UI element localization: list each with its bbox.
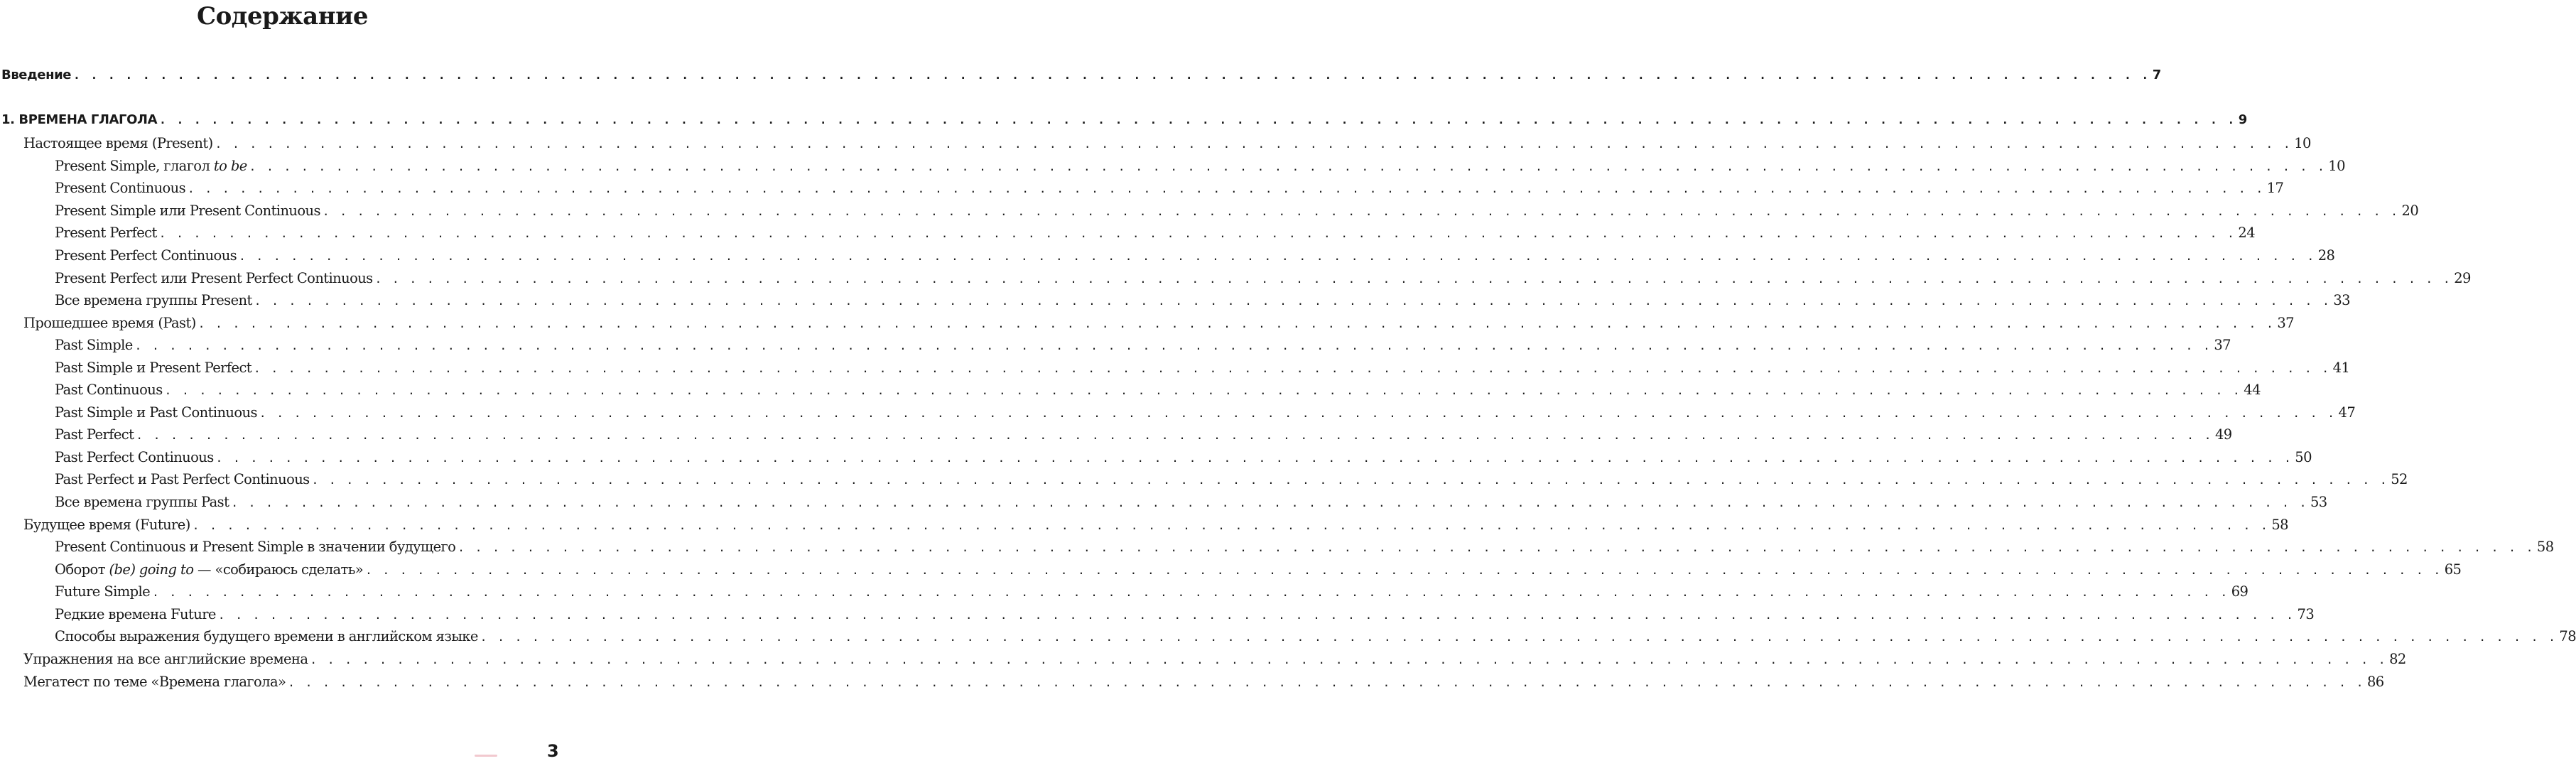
toc-entry-title: Past Continuous	[55, 382, 163, 398]
dot-leader: . . . . . . . . . . . . . . . . . . . . . . . . . . . . . . . . . . . . . . . . . . . . . . . . . . . . . . . . . . . . . . . . . . . . . . . . . . . . . . . . . . . . . . . . . . . . . . . . . . . . . . . . . . . . . . . . . . . . . . . .	[158, 227, 2236, 240]
toc-entry[interactable]	[55, 560, 2462, 580]
dot-leader: . . . . . . . . . . . . . . . . . . . . . . . . . . . . . . . . . . . . . . . . . . . . . . . . . . . . . . . . . . . . . . . . . . . . . . . . . . . . . . . . . . . . . . . . . . . . . . . . . . . . . . . . . . . . . . . . . . . . . . . .	[310, 653, 2388, 666]
toc-entry-page: 29	[2454, 270, 2471, 286]
toc-entry[interactable]	[55, 537, 2554, 557]
toc-entry-title: Оборот (be) going to — «собираюсь сделать»	[55, 561, 364, 578]
toc-entry[interactable]	[23, 672, 2384, 692]
toc-entry-page: 58	[2271, 517, 2288, 533]
toc-entry-page: 33	[2333, 292, 2350, 308]
toc-entry[interactable]	[55, 470, 2408, 490]
toc-entry[interactable]	[23, 313, 2294, 333]
toc-entry-title: Present Continuous	[55, 180, 186, 196]
toc-entry[interactable]	[55, 627, 2576, 647]
dot-leader: . . . . . . . . . . . . . . . . . . . . . . . . . . . . . . . . . . . . . . . . . . . . . . . . . . . . . . . . . . . . . . . . . . . . . . . . . . . . . . . . . . . . . . . . . . . . . . . . . . . . . . . . . . . . . . . . . . . . . . . .	[188, 182, 2265, 195]
dot-leader: . . . . . . . . . . . . . . . . . . . . . . . . . . . . . . . . . . . . . . . . . . . . . . . . . . . . . . . . . . . . . . . . . . . . . . . . . . . . . . . . . . . . . . . . . . . . . . . . . . . . . . . . . . . . . . . . . . . . . . . .	[311, 473, 2389, 487]
dot-leader: . . . . . . . . . . . . . . . . . . . . . . . . . . . . . . . . . . . . . . . . . . . . . . . . . . . . . . . . . . . . . . . . . . . . . . . . . . . . . . . . . . . . . . . . . . . . . . . . . . . . . . . . . . . . . . . . . . . . . . . .	[374, 272, 2452, 286]
toc-entry[interactable]	[55, 403, 2356, 423]
toc-entry-title: Past Simple	[55, 337, 133, 353]
toc-entry-title: Present Perfect Continuous	[55, 247, 237, 264]
toc-entry-title: Past Perfect	[55, 426, 134, 443]
dot-leader: . . . . . . . . . . . . . . . . . . . . . . . . . . . . . . . . . . . . . . . . . . . . . . . . . . . . . . . . . . . . . . . . . . . . . . . . . . . . . . . . . . . . . . . . . . . . . . . . . . . . . . . . . . . . . . . . . . . . . . . .	[365, 563, 2442, 577]
toc-entry-title: Все времена группы Present	[55, 292, 252, 308]
dot-leader: . . . . . . . . . . . . . . . . . . . . . . . . . . . . . . . . . . . . . . . . . . . . . . . . . . . . . . . . . . . . . . . . . . . . . . . . . . . . . . . . . . . . . . . . . . . . . . . . . . . . . . . . . . . . . . . . . . . . . . . .	[192, 519, 2270, 532]
toc-entry-page: 20	[2401, 203, 2419, 219]
toc-entry-title: Редкие времена Future	[55, 606, 216, 622]
toc-entry-page: 41	[2332, 360, 2350, 376]
dot-leader: . . . . . . . . . . . . . . . . . . . . . . . . . . . . . . . . . . . . . . . . . . . . . . . . . . . . . . . . . . . . . . . . . . . . . . . . . . . . . . . . . . . . . . . . . . . . . . . . . . . . . . . . . . . . . . . . . . . . . . . .	[322, 205, 2400, 218]
page-title: Содержание	[197, 2, 368, 31]
toc-entry-title: Past Simple и Present Perfect	[55, 360, 251, 376]
toc-entry[interactable]	[1, 65, 2161, 85]
dot-leader: . . . . . . . . . . . . . . . . . . . . . . . . . . . . . . . . . . . . . . . . . . . . . . . . . . . . . . . . . . . . . . . . . . . . . . . . . . . . . . . . . . . . . . . . . . . . . . . . . . . . . . . . . . . . . . . . . . . . . . . .	[254, 294, 2332, 308]
dot-leader: . . . . . . . . . . . . . . . . . . . . . . . . . . . . . . . . . . . . . . . . . . . . . . . . . . . . . . . . . . . . . . . . . . . . . . . . . . . . . . . . . . . . . . . . . . . . . . . . . . . . . . . . . . . . . . . . . . . . . . . .	[159, 113, 2236, 126]
toc-entry-title: Past Perfect Continuous	[55, 449, 214, 465]
toc-entry-page: 7	[2152, 68, 2161, 82]
dot-leader: . . . . . . . . . . . . . . . . . . . . . . . . . . . . . . . . . . . . . . . . . . . . . . . . . . . . . . . . . . . . . . . . . . . . . . . . . . . . . . . . . . . . . . . . . . . . . . . . . . . . . . . . . . . . . . . . . . . . . . . .	[239, 249, 2316, 263]
toc-entry[interactable]	[55, 380, 2261, 400]
toc-entry[interactable]	[55, 425, 2232, 445]
dot-leader: . . . . . . . . . . . . . . . . . . . . . . . . . . . . . . . . . . . . . . . . . . . . . . . . . . . . . . . . . . . . . . . . . . . . . . . . . . . . . . . . . . . . . . . . . . . . . . . . . . . . . . . . . . . . . . . . . . . . . . . .	[254, 362, 2331, 375]
toc-entry[interactable]	[55, 269, 2471, 288]
toc-entry[interactable]	[23, 134, 2311, 153]
toc-entry[interactable]	[23, 649, 2406, 669]
toc-entry-title: Все времена группы Past	[55, 494, 229, 510]
toc-entry-page: 37	[2277, 315, 2294, 331]
toc-entry-page: 58	[2536, 539, 2554, 555]
toc-entry-title: Упражнения на все английские времена	[23, 651, 308, 667]
toc-entry-page: 10	[2294, 135, 2311, 151]
dot-leader: . . . . . . . . . . . . . . . . . . . . . . . . . . . . . . . . . . . . . . . . . . . . . . . . . . . . . . . . . . . . . . . . . . . . . . . . . . . . . . . . . . . . . . . . . . . . . . . . . . . . . . . . . . . . . . . . . . . . . . . .	[164, 384, 2242, 397]
dot-leader: . . . . . . . . . . . . . . . . . . . . . . . . . . . . . . . . . . . . . . . . . . . . . . . . . . . . . . . . . . . . . . . . . . . . . . . . . . . . . . . . . . . . . . . . . . . . . . . . . . . . . . . . . . . . . . . . . . . . . . . .	[231, 496, 2308, 509]
paper-mark	[475, 755, 497, 757]
toc-entry[interactable]	[1, 110, 2247, 130]
dot-leader: . . . . . . . . . . . . . . . . . . . . . . . . . . . . . . . . . . . . . . . . . . . . . . . . . . . . . . . . . . . . . . . . . . . . . . . . . . . . . . . . . . . . . . . . . . . . . . . . . . . . . . . . . . . . . . . . . . . . . . . .	[288, 676, 2365, 689]
toc-entry-page: 78	[2559, 628, 2576, 644]
dot-leader: . . . . . . . . . . . . . . . . . . . . . . . . . . . . . . . . . . . . . . . . . . . . . . . . . . . . . . . . . . . . . . . . . . . . . . . . . . . . . . . . . . . . . . . . . . . . . . . . . . . . . . . . . . . . . . . . . . . . . . . .	[215, 137, 2293, 151]
dot-leader: . . . . . . . . . . . . . . . . . . . . . . . . . . . . . . . . . . . . . . . . . . . . . . . . . . . . . . . . . . . . . . . . . . . . . . . . . . . . . . . . . . . . . . . . . . . . . . . . . . . . . . . . . . . . . . . . . . . . . . . .	[215, 451, 2293, 465]
dot-leader: . . . . . . . . . . . . . . . . . . . . . . . . . . . . . . . . . . . . . . . . . . . . . . . . . . . . . . . . . . . . . . . . . . . . . . . . . . . . . . . . . . . . . . . . . . . . . . . . . . . . . . . . . . . . . . . . . . . . . . . .	[458, 541, 2535, 554]
toc-entry-title: Способы выражения будущего времени в английском языке	[55, 628, 478, 644]
toc-entry-page: 49	[2214, 426, 2232, 443]
dot-leader: . . . . . . . . . . . . . . . . . . . . . . . . . . . . . . . . . . . . . . . . . . . . . . . . . . . . . . . . . . . . . . . . . . . . . . . . . . . . . . . . . . . . . . . . . . . . . . . . . . . . . . . . . . . . . . . . . . . . . . . .	[134, 339, 2212, 352]
toc-entry-title: Мегатест по теме «Времена глагола»	[23, 674, 286, 690]
toc-entry-title: Present Simple, глагол to be	[55, 158, 247, 174]
toc-entry-page: 17	[2266, 180, 2284, 196]
dot-leader: . . . . . . . . . . . . . . . . . . . . . . . . . . . . . . . . . . . . . . . . . . . . . . . . . . . . . . . . . . . . . . . . . . . . . . . . . . . . . . . . . . . . . . . . . . . . . . . . . . . . . . . . . . . . . . . . . . . . . . . .	[73, 68, 2150, 82]
toc-entry[interactable]	[55, 492, 2327, 512]
dot-leader: . . . . . . . . . . . . . . . . . . . . . . . . . . . . . . . . . . . . . . . . . . . . . . . . . . . . . . . . . . . . . . . . . . . . . . . . . . . . . . . . . . . . . . . . . . . . . . . . . . . . . . . . . . . . . . . . . . . . . . . .	[480, 630, 2558, 644]
toc-entry-page: 53	[2310, 494, 2327, 510]
dot-leader: . . . . . . . . . . . . . . . . . . . . . . . . . . . . . . . . . . . . . . . . . . . . . . . . . . . . . . . . . . . . . . . . . . . . . . . . . . . . . . . . . . . . . . . . . . . . . . . . . . . . . . . . . . . . . . . . . . . . . . . .	[136, 428, 2213, 442]
dot-leader: . . . . . . . . . . . . . . . . . . . . . . . . . . . . . . . . . . . . . . . . . . . . . . . . . . . . . . . . . . . . . . . . . . . . . . . . . . . . . . . . . . . . . . . . . . . . . . . . . . . . . . . . . . . . . . . . . . . . . . . .	[249, 160, 2327, 173]
toc-entry-title: Введение	[1, 68, 72, 82]
toc-entry-page: 82	[2389, 651, 2406, 667]
toc-entry-title: Прошедшее время (Past)	[23, 315, 196, 331]
toc-entry-title: 1. ВРЕМЕНА ГЛАГОЛА	[1, 112, 158, 127]
toc-entry-title: Present Simple или Present Continuous	[55, 203, 320, 219]
toc-entry-page: 10	[2328, 158, 2345, 174]
toc-entry-page: 73	[2297, 606, 2315, 622]
toc-entry[interactable]	[55, 156, 2345, 176]
toc-entry-page: 52	[2391, 471, 2408, 487]
toc-entry-page: 37	[2214, 337, 2231, 353]
toc-entry-page: 69	[2231, 583, 2248, 600]
toc-entry-page: 86	[2366, 674, 2384, 690]
dot-leader: . . . . . . . . . . . . . . . . . . . . . . . . . . . . . . . . . . . . . . . . . . . . . . . . . . . . . . . . . . . . . . . . . . . . . . . . . . . . . . . . . . . . . . . . . . . . . . . . . . . . . . . . . . . . . . . . . . . . . . . .	[152, 585, 2229, 599]
toc-entry[interactable]	[55, 246, 2335, 266]
toc-entry-page: 9	[2238, 112, 2247, 127]
toc-entry-page: 44	[2244, 382, 2261, 398]
toc-entry-title: Past Perfect и Past Perfect Continuous	[55, 471, 310, 487]
toc-entry-page: 50	[2295, 449, 2312, 465]
toc-entry-title: Future Simple	[55, 583, 151, 600]
toc-entry[interactable]	[55, 448, 2312, 468]
dot-leader: . . . . . . . . . . . . . . . . . . . . . . . . . . . . . . . . . . . . . . . . . . . . . . . . . . . . . . . . . . . . . . . . . . . . . . . . . . . . . . . . . . . . . . . . . . . . . . . . . . . . . . . . . . . . . . . . . . . . . . . .	[259, 406, 2337, 420]
toc-entry[interactable]	[55, 178, 2284, 198]
toc-entry-page: 24	[2238, 225, 2256, 241]
toc-entry[interactable]	[55, 201, 2419, 221]
dot-leader: . . . . . . . . . . . . . . . . . . . . . . . . . . . . . . . . . . . . . . . . . . . . . . . . . . . . . . . . . . . . . . . . . . . . . . . . . . . . . . . . . . . . . . . . . . . . . . . . . . . . . . . . . . . . . . . . . . . . . . . .	[197, 317, 2275, 330]
toc-entry-page: 28	[2317, 247, 2335, 264]
toc-entry-title: Будущее время (Future)	[23, 517, 190, 533]
toc-entry-title: Настоящее время (Present)	[23, 135, 213, 151]
toc-entry-page: 47	[2338, 404, 2356, 421]
toc-entry[interactable]	[55, 358, 2350, 378]
toc-entry[interactable]	[55, 605, 2315, 625]
toc-entry-title: Present Continuous и Present Simple в значении будущего	[55, 539, 456, 555]
toc-entry[interactable]	[55, 582, 2248, 602]
toc-entry[interactable]	[23, 515, 2288, 535]
toc-entry-title: Present Perfect	[55, 225, 157, 241]
dot-leader: . . . . . . . . . . . . . . . . . . . . . . . . . . . . . . . . . . . . . . . . . . . . . . . . . . . . . . . . . . . . . . . . . . . . . . . . . . . . . . . . . . . . . . . . . . . . . . . . . . . . . . . . . . . . . . . . . . . . . . . .	[217, 608, 2295, 622]
page-number: 3	[547, 741, 559, 761]
toc-entry[interactable]	[55, 291, 2350, 311]
toc-entry[interactable]	[55, 335, 2231, 355]
toc-entry[interactable]	[55, 223, 2256, 243]
toc-entry-title: Present Perfect или Present Perfect Continuous	[55, 270, 373, 286]
toc-entry-title: Past Simple и Past Continuous	[55, 404, 257, 421]
toc-entry-page: 65	[2444, 561, 2462, 578]
